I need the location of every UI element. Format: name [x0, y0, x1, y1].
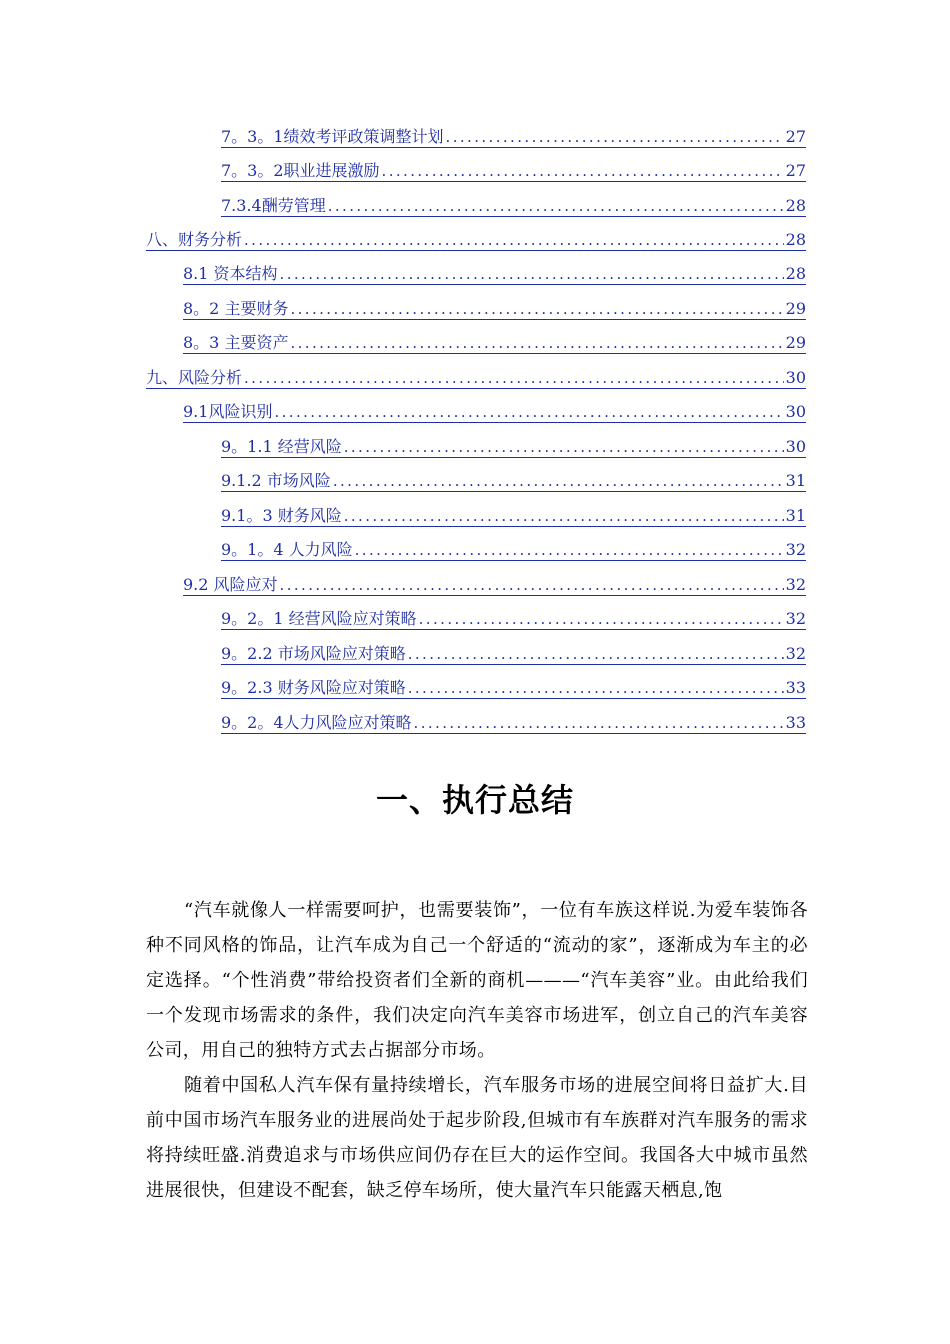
toc-entry-9-2-4[interactable] [221, 713, 806, 734]
toc-entry-9-1-2[interactable] [221, 471, 806, 492]
toc-entry-page: 27 [785, 161, 806, 180]
paragraph: 随着中国私人汽车保有量持续增长，汽车服务市场的进展空间将日益扩大.目前中国市场汽车服务业的进展尚处于起步阶段,但城市有车族群对汽车服务的需求将持续旺盛.消费追求与市场供应间仍存在巨大的运作空间。我国各大中城市虽然进展很快，但建设不配套，缺乏停车场所，使大量汽车只能露天栖息,饱 [146, 1075, 808, 1201]
toc-entry-9-2-2[interactable] [221, 644, 806, 665]
toc-entry-9-1[interactable] [183, 402, 806, 423]
toc-entry-title: 九、风险分析 [146, 368, 243, 387]
toc-leader-dots [355, 540, 784, 560]
toc-entry-title: 9。2.2 市场风险应对策略 [221, 644, 406, 663]
toc-entry-title: 9.2 风险应对 [183, 575, 278, 594]
toc-leader-dots [408, 678, 784, 698]
toc-entry-page: 32 [785, 609, 806, 628]
toc-leader-dots [290, 299, 783, 319]
toc-leader-dots [344, 437, 784, 457]
toc-entry-7-3-4[interactable] [221, 196, 806, 217]
toc-entry-9-2[interactable] [183, 575, 806, 596]
toc-entry-page: 33 [785, 713, 806, 732]
toc-entry-9-2-1[interactable] [221, 609, 806, 630]
section-body [146, 893, 808, 1208]
toc-leader-dots [280, 575, 784, 595]
toc-entry-page: 28 [785, 230, 806, 249]
toc-entry-9-2-3[interactable] [221, 678, 806, 699]
toc-leader-dots [244, 230, 784, 250]
toc-entry-7-3-1[interactable] [221, 127, 806, 148]
toc-entry-title: 9。2。4人力风险应对策略 [221, 713, 412, 732]
toc-entry-title: 9。2。1 经营风险应对策略 [221, 609, 417, 628]
toc-entry-9-1-4[interactable] [221, 540, 806, 561]
toc-entry-page: 32 [785, 540, 806, 559]
toc-entry-page: 31 [785, 506, 806, 525]
toc-entry-title: 八、财务分析 [146, 230, 243, 249]
toc-entry-title: 7。3。1绩效考评政策调整计划 [221, 127, 444, 146]
toc-entry-title: 9。1。4 人力风险 [221, 540, 353, 559]
toc-leader-dots [290, 333, 783, 353]
toc-leader-dots [414, 713, 784, 733]
toc-entry-title: 8。2 主要财务 [183, 299, 289, 318]
toc-entry-page: 31 [785, 471, 806, 490]
toc-entry-page: 28 [785, 264, 806, 283]
toc-leader-dots [280, 264, 784, 284]
toc-leader-dots [446, 127, 784, 147]
toc-entry-8-2[interactable] [183, 299, 806, 320]
toc-entry-page: 29 [785, 333, 806, 352]
toc-entry-chapter-9[interactable] [146, 368, 806, 389]
toc-leader-dots [382, 161, 784, 181]
toc-entry-page: 27 [785, 127, 806, 146]
toc-entry-title: 9。2.3 财务风险应对策略 [221, 678, 406, 697]
toc-entry-page: 33 [785, 678, 806, 697]
toc-leader-dots [333, 471, 784, 491]
toc-leader-dots [274, 402, 783, 422]
toc-entry-title: 8。3 主要资产 [183, 333, 289, 352]
section-heading: 一、执行总结 [375, 781, 574, 819]
toc-entry-page: 32 [785, 575, 806, 594]
toc-entry-title: 9.1.2 市场风险 [221, 471, 331, 490]
toc-entry-page: 29 [785, 299, 806, 318]
toc-entry-title: 9.1风险识别 [183, 402, 273, 421]
toc-entry-title: 8.1 资本结构 [183, 264, 278, 283]
toc-entry-title: 9。1.1 经营风险 [221, 437, 342, 456]
toc-leader-dots [344, 506, 784, 526]
toc-entry-page: 30 [785, 437, 806, 456]
toc-leader-dots [244, 368, 784, 388]
toc-entry-page: 32 [785, 644, 806, 663]
toc-entry-page: 30 [785, 402, 806, 421]
toc-leader-dots [419, 609, 784, 629]
toc-entry-9-1-3[interactable] [221, 506, 806, 527]
toc-entry-chapter-8[interactable] [146, 230, 806, 251]
toc-leader-dots [328, 196, 784, 216]
toc-entry-8-3[interactable] [183, 333, 806, 354]
toc-entry-title: 9.1。3 财务风险 [221, 506, 342, 525]
paragraph: “汽车就像人一样需要呵护，也需要装饰”，一位有车族这样说.为爱车装饰各种不同风格的饰品，让汽车成为自己一个舒适的“流动的家”，逐渐成为车主的必定选择。“个性消费”带给投资者们全新的商机———“汽车美容”业。由此给我们一个发现市场需求的条件，我们决定向汽车美容市场进军，创立自己的汽车美容公司，用自己的独特方式去占据部分市场。 [146, 900, 808, 1061]
toc-entry-page: 28 [785, 196, 806, 215]
toc-entry-7-3-2[interactable] [221, 161, 806, 182]
toc-entry-title: 7.3.4酬劳管理 [221, 196, 326, 215]
toc-entry-title: 7。3。2职业进展激励 [221, 161, 380, 180]
toc-leader-dots [408, 644, 784, 664]
toc-entry-9-1-1[interactable] [221, 437, 806, 458]
toc-entry-8-1[interactable] [183, 264, 806, 285]
toc-entry-page: 30 [785, 368, 806, 387]
